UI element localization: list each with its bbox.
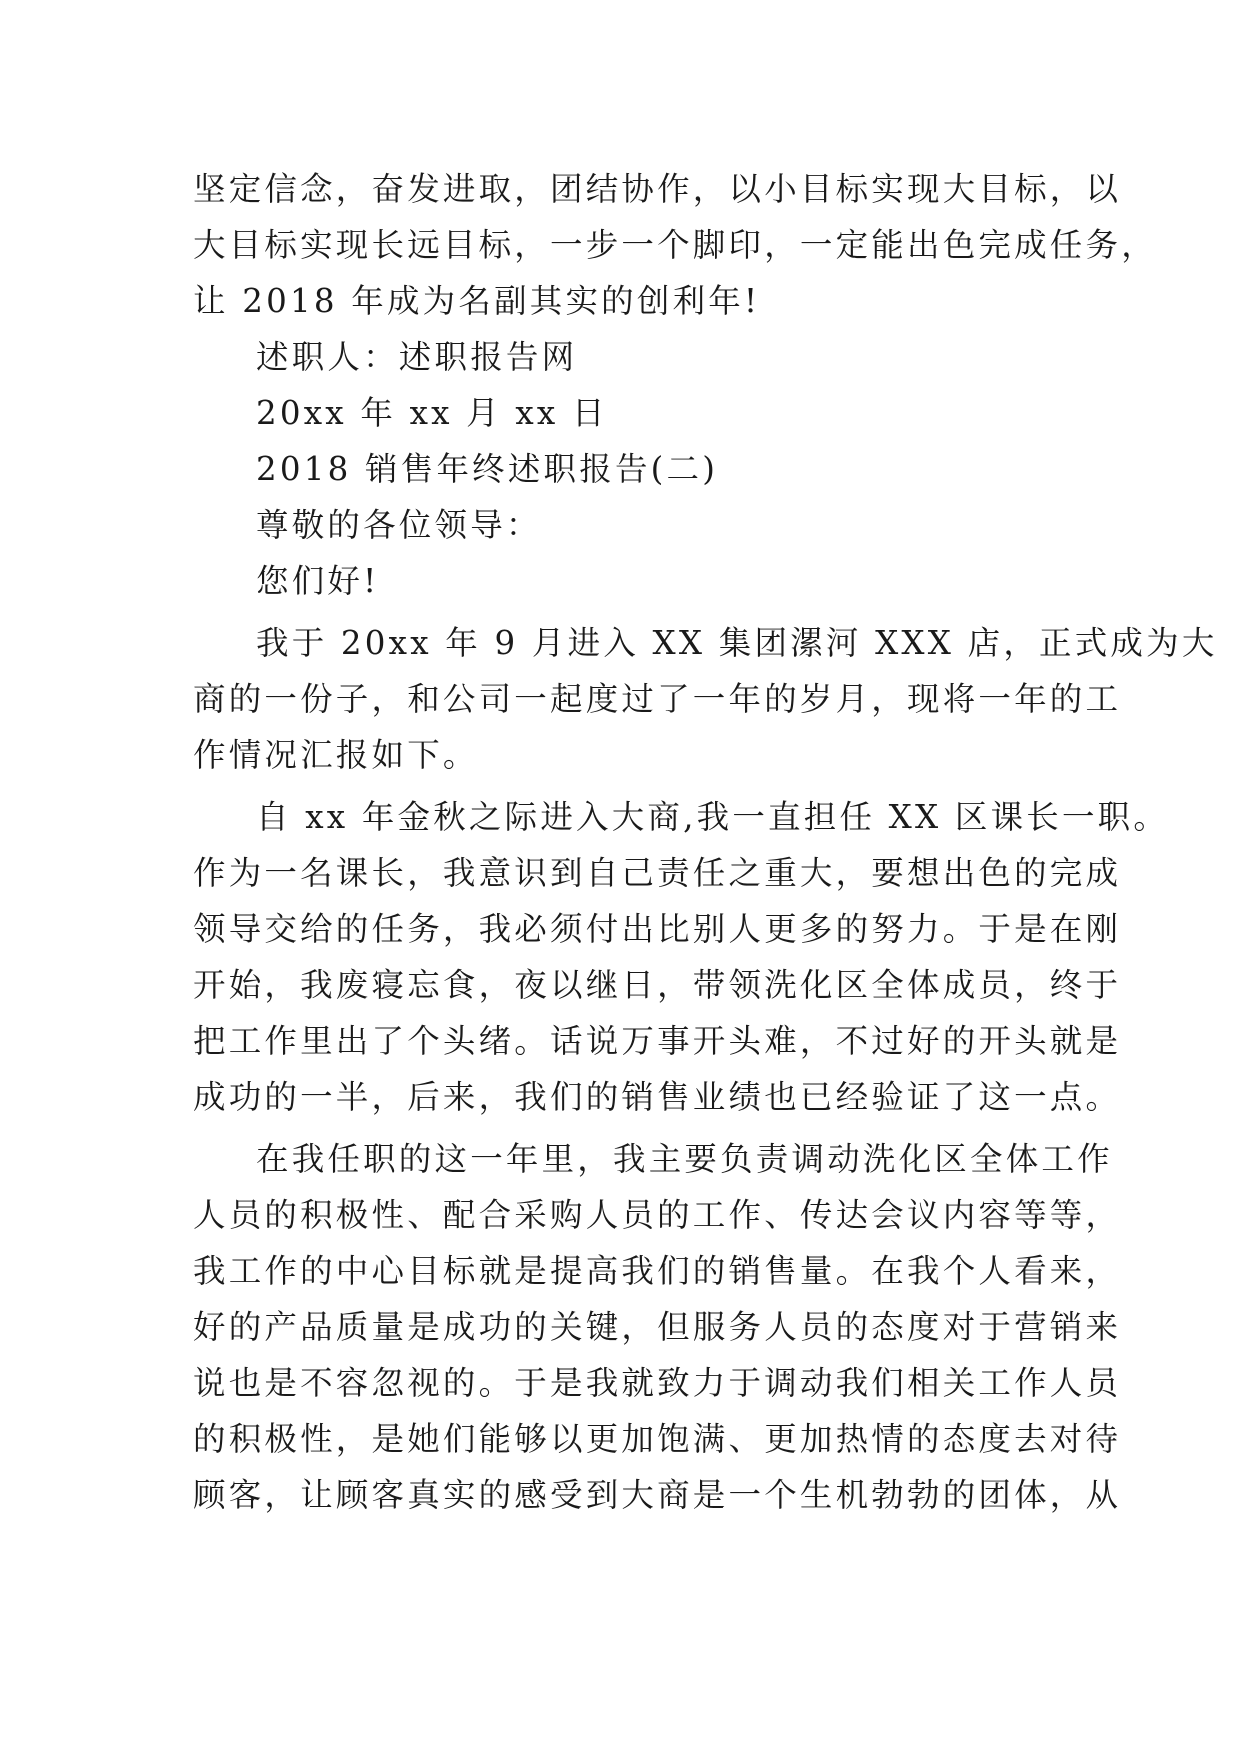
text-line: 作为一名课长，我意识到自己责任之重大，要想出色的完成 bbox=[193, 854, 1122, 892]
text-line: 商的一份子，和公司一起度过了一年的岁月，现将一年的工 bbox=[193, 680, 1122, 718]
text-line: 我工作的中心目标就是提高我们的销售量。在我个人看来， bbox=[193, 1252, 1122, 1290]
salutation: 尊敬的各位领导： bbox=[256, 506, 542, 544]
text-line: 开始，我废寝忘食，夜以继日，带领洗化区全体成员，终于 bbox=[193, 966, 1122, 1004]
text-line: 成功的一半，后来，我们的销售业绩也已经验证了这一点。 bbox=[193, 1078, 1122, 1116]
signature-line: 述职人：述职报告网 bbox=[256, 338, 578, 376]
date-line: 20xx 年 xx 月 xx 日 bbox=[256, 394, 608, 432]
text-line: 说也是不容忽视的。于是我就致力于调动我们相关工作人员 bbox=[193, 1364, 1122, 1402]
text-line: 把工作里出了个头绪。话说万事开头难，不过好的开头就是 bbox=[193, 1022, 1122, 1060]
text-line: 领导交给的任务，我必须付出比别人更多的努力。于是在刚 bbox=[193, 910, 1122, 948]
text-line: 作情况汇报如下。 bbox=[193, 736, 479, 774]
text-line: 大目标实现长远目标，一步一个脚印，一定能出色完成任务， bbox=[193, 226, 1157, 264]
text-line: 自 xx 年金秋之际进入大商,我一直担任 XX 区课长一职。 bbox=[256, 798, 1170, 836]
text-line: 在我任职的这一年里，我主要负责调动洗化区全体工作 bbox=[256, 1140, 1113, 1178]
text-line: 的积极性，是她们能够以更加饱满、更加热情的态度去对待 bbox=[193, 1420, 1122, 1458]
section-title: 2018 销售年终述职报告(二) bbox=[256, 450, 719, 488]
text-line: 我于 20xx 年 9 月进入 XX 集团漯河 XXX 店，正式成为大 bbox=[256, 624, 1218, 662]
text-line: 坚定信念，奋发进取，团结协作，以小目标实现大目标，以 bbox=[193, 170, 1122, 208]
text-line: 好的产品质量是成功的关键，但服务人员的态度对于营销来 bbox=[193, 1308, 1122, 1346]
text-line: 人员的积极性、配合采购人员的工作、传达会议内容等等， bbox=[193, 1196, 1122, 1234]
text-line: 顾客，让顾客真实的感受到大商是一个生机勃勃的团体，从 bbox=[193, 1476, 1122, 1514]
text-line: 让 2018 年成为名副其实的创利年! bbox=[193, 282, 761, 320]
greeting: 您们好! bbox=[256, 562, 380, 600]
